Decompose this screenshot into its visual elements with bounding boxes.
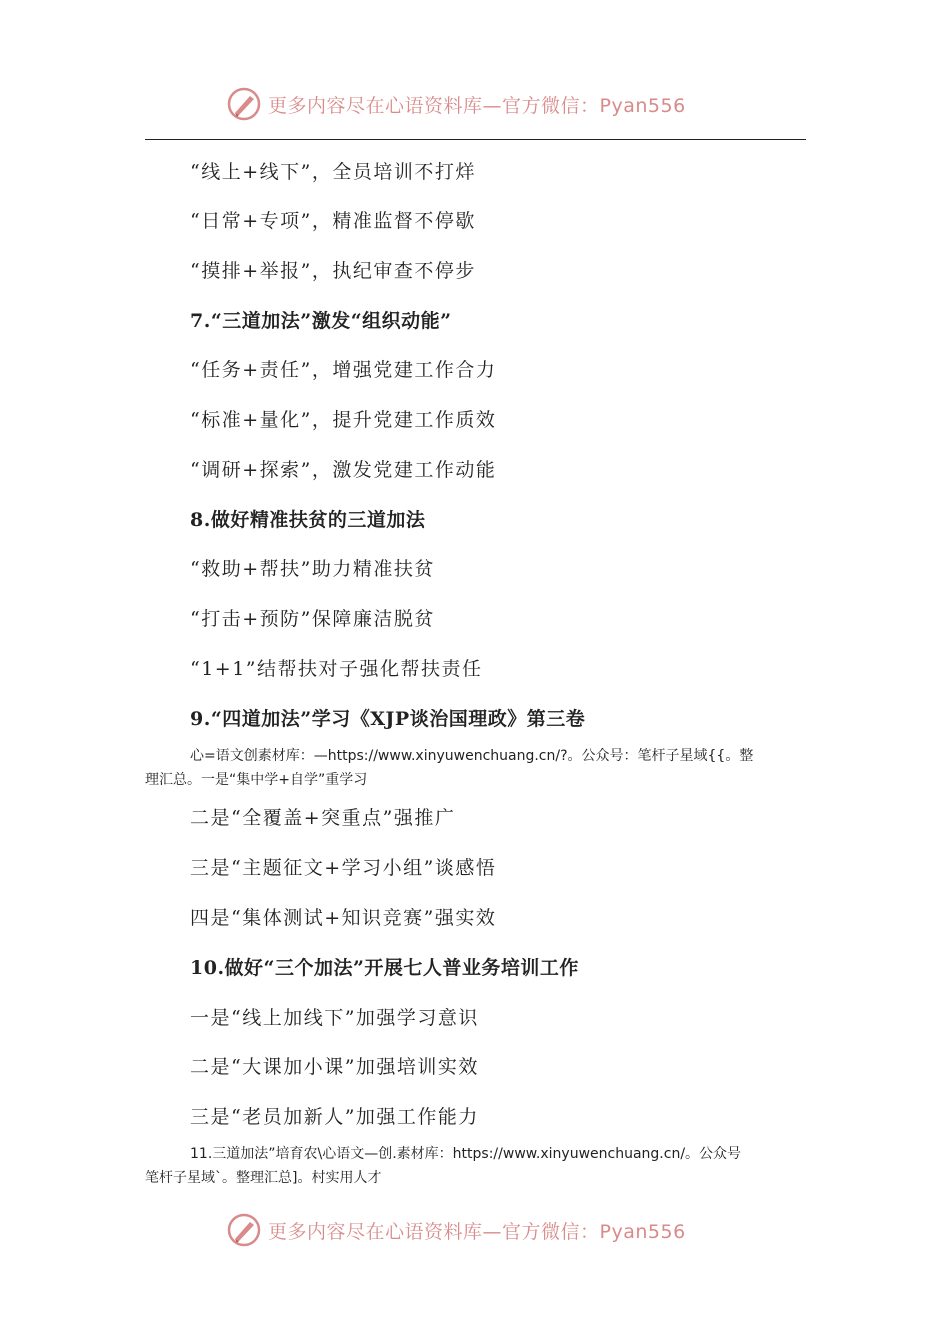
source-note-paragraph: [145, 1142, 810, 1190]
source-note-line: 笔杆子星域`。整理汇总]。村实用人才: [145, 1170, 382, 1186]
footer-banner: [226, 1210, 686, 1250]
source-note-line: 心=语文创素材库：—https://www.xinyuwenchuang.cn/?。公众号：笔杆子星域{{。整: [190, 748, 754, 764]
list-item: “1+1”结帮扶对子强化帮扶责任: [190, 658, 483, 680]
header-divider: [145, 139, 806, 140]
source-note-paragraph: [145, 744, 810, 792]
list-item: 四是“集体测试+知识竞赛”强实效: [190, 907, 497, 929]
list-item: 一是“线上加线下”加强学习意识: [190, 1007, 479, 1029]
pen-logo-icon: [226, 1212, 262, 1248]
list-item: 二是“大课加小课”加强培训实效: [190, 1056, 479, 1078]
header-banner: [226, 84, 686, 124]
list-item: “摸排+举报”，执纪审查不停步: [190, 260, 476, 282]
list-item: “任务+责任”，增强党建工作合力: [190, 359, 497, 381]
section-heading-7: 7.“三道加法”激发“组织动能”: [190, 310, 452, 332]
footer-banner-text: 更多内容尽在心语资料库—官方微信：Pyan556: [268, 1220, 686, 1243]
section-heading-8: 8.做好精准扶贫的三道加法: [190, 509, 426, 531]
list-item: “打击+预防”保障廉洁脱贫: [190, 608, 435, 630]
list-item: “日常+专项”，精准监督不停歇: [190, 210, 476, 232]
section-heading-9: 9.“四道加法”学习《XJP谈治国理政》第三卷: [190, 708, 586, 730]
list-item: 三是“主题征文+学习小组”谈感悟: [190, 857, 497, 879]
list-item: 三是“老员加新人”加强工作能力: [190, 1106, 479, 1128]
list-item: 二是“全覆盖+突重点”强推广: [190, 807, 456, 829]
source-note-line: 理汇总。一是“集中学+自学”重学习: [145, 772, 368, 788]
list-item: “调研+探索”，激发党建工作动能: [190, 459, 497, 481]
list-item: “线上+线下”，全员培训不打烊: [190, 161, 476, 183]
list-item: “标准+量化”，提升党建工作质效: [190, 409, 497, 431]
source-note-line: 11.三道加法”培育农\心语文—创.素材库：https://www.xinyuwenchuang.cn/。公众号: [190, 1146, 742, 1162]
header-banner-text: 更多内容尽在心语资料库—官方微信：Pyan556: [268, 94, 686, 117]
pen-logo-icon: [226, 86, 262, 122]
section-heading-10: 10.做好“三个加法”开展七人普业务培训工作: [190, 957, 579, 979]
list-item: “救助+帮扶”助力精准扶贫: [190, 558, 435, 580]
